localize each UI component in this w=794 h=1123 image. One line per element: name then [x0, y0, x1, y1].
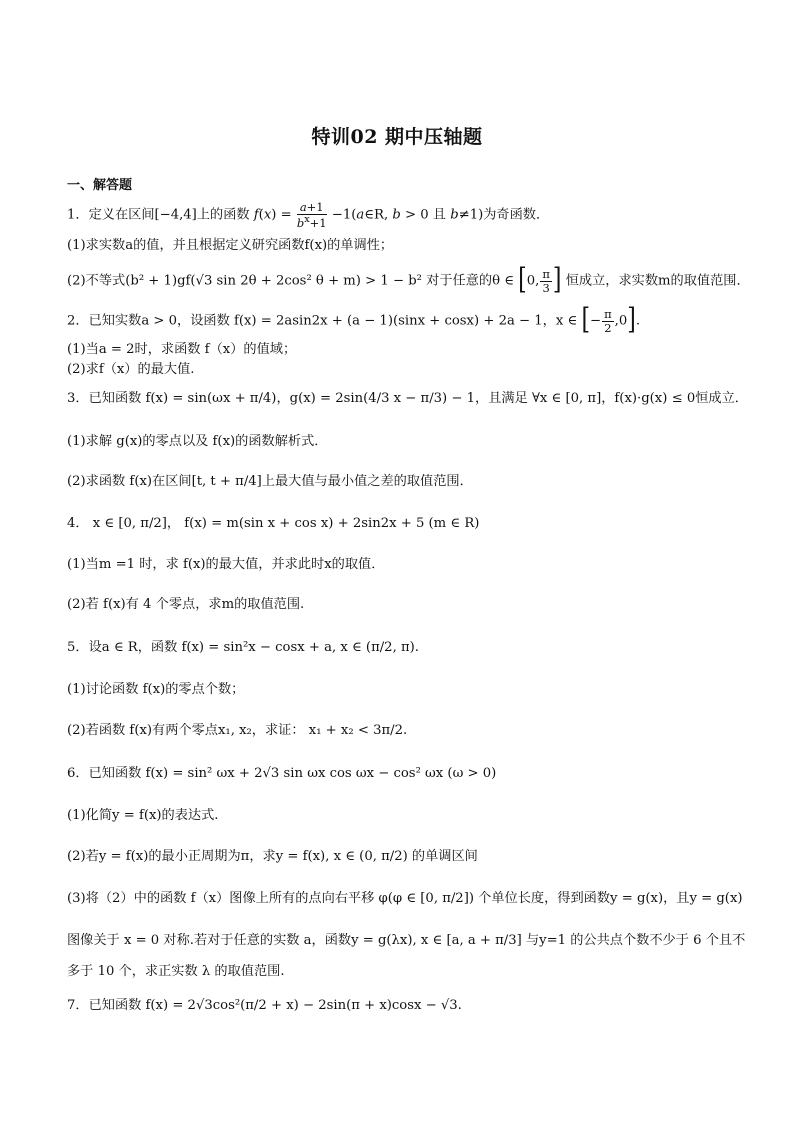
q5-part2: (2)若函数 f(x)有两个零点x₁, x₂，求证： x₁ + x₂ < 3π/2.	[67, 723, 408, 738]
q2-part1: (1)当a = 2时，求函数 f（x）的值域；	[67, 342, 297, 357]
q6-part3-end: 多于 10 个，求正实数 λ 的取值范围.	[67, 964, 285, 979]
q4-stem: 4． x ∈ [0, π/2]， f(x) = m(sin x + cos x) + 2sin2x + 5 (m ∈ R)	[67, 516, 480, 531]
q6-part3-cont: 图像关于 x = 0 对称.若对于任意的实数 a，函数y = g(λx), x ∈ [a, a + π/3] 与y=1 的公共点个数不少于 6 个且不	[67, 933, 746, 948]
q5-part1: (1)讨论函数 f(x)的零点个数；	[67, 682, 245, 697]
q6-stem: 6．已知函数 f(x) = sin² ωx + 2√3 sin ωx cos ωx − cos² ωx (ω > 0)	[67, 766, 497, 781]
q4-part1: (1)当m =1 时，求 f(x)的最大值，并求此时x的取值．	[67, 557, 385, 572]
fraction: $\frac{a+1}{b^x+1}$	[296, 200, 327, 230]
q2-part2: (2)求f（x）的最大值.	[67, 362, 195, 377]
q3-part2: (2)求函数 f(x)在区间[t, t + π/4]上最大值与最小值之差的取值范围．	[67, 474, 473, 489]
q2-stem: 2．已知实数a > 0，设函数 f(x) = 2asin2x + (a − 1)(sinx + cosx) + 2a − 1，x ∈ [− $\frac{\pi}{2}$ ,0].	[67, 304, 641, 337]
q7-stem: 7．已知函数 f(x) = 2√3cos²(π/2 + x) − 2sin(π + x)cosx − √3.	[67, 998, 462, 1013]
section-heading: 一、解答题	[67, 178, 133, 193]
q1-stem: 1．定义在区间[−4,4]上的函数 f(x) = $\frac{a+1}{b^x+1}$ −1(a∈R, b > 0 且 b≠1)为奇函数．	[67, 200, 550, 230]
q6-part3: (3)将（2）中的函数 f（x）图像上所有的点向右平移 φ(φ ∈ [0, π/2]) 个单位长度，得到函数y = g(x)，且y = g(x)	[67, 891, 743, 906]
q5-stem: 5．设a ∈ R，函数 f(x) = sin²x − cosx + a, x ∈ (π/2, π).	[67, 640, 419, 655]
q1-part2: (2)不等式(b² + 1)gf(√3 sin 2θ + 2cos² θ + m) > 1 − b² 对于任意的θ ∈ [0, $\frac{\pi}{3}$ ] 恒成立，求实数m的取值范围．	[67, 264, 750, 297]
q3-part1: (1)求解 g(x)的零点以及 f(x)的函数解析式．	[67, 434, 328, 449]
page-title: 特训02 期中压轴题	[311, 126, 483, 148]
q4-part2: (2)若 f(x)有 4 个零点，求m的取值范围.	[67, 597, 305, 612]
q1-part1: (1)求实数a的值，并且根据定义研究函数f(x)的单调性；	[67, 238, 394, 253]
q3-stem: 3．已知函数 f(x) = sin(ωx + π/4)，g(x) = 2sin(4/3 x − π/3) − 1，且满足 ∀x ∈ [0, π]，f(x)·g(x) ≤ 0恒成立．	[67, 391, 748, 406]
q6-part2: (2)若y = f(x)的最小正周期为π，求y = f(x), x ∈ (0, π/2) 的单调区间	[67, 849, 478, 864]
q6-part1: (1)化简y = f(x)的表达式.	[67, 808, 219, 823]
